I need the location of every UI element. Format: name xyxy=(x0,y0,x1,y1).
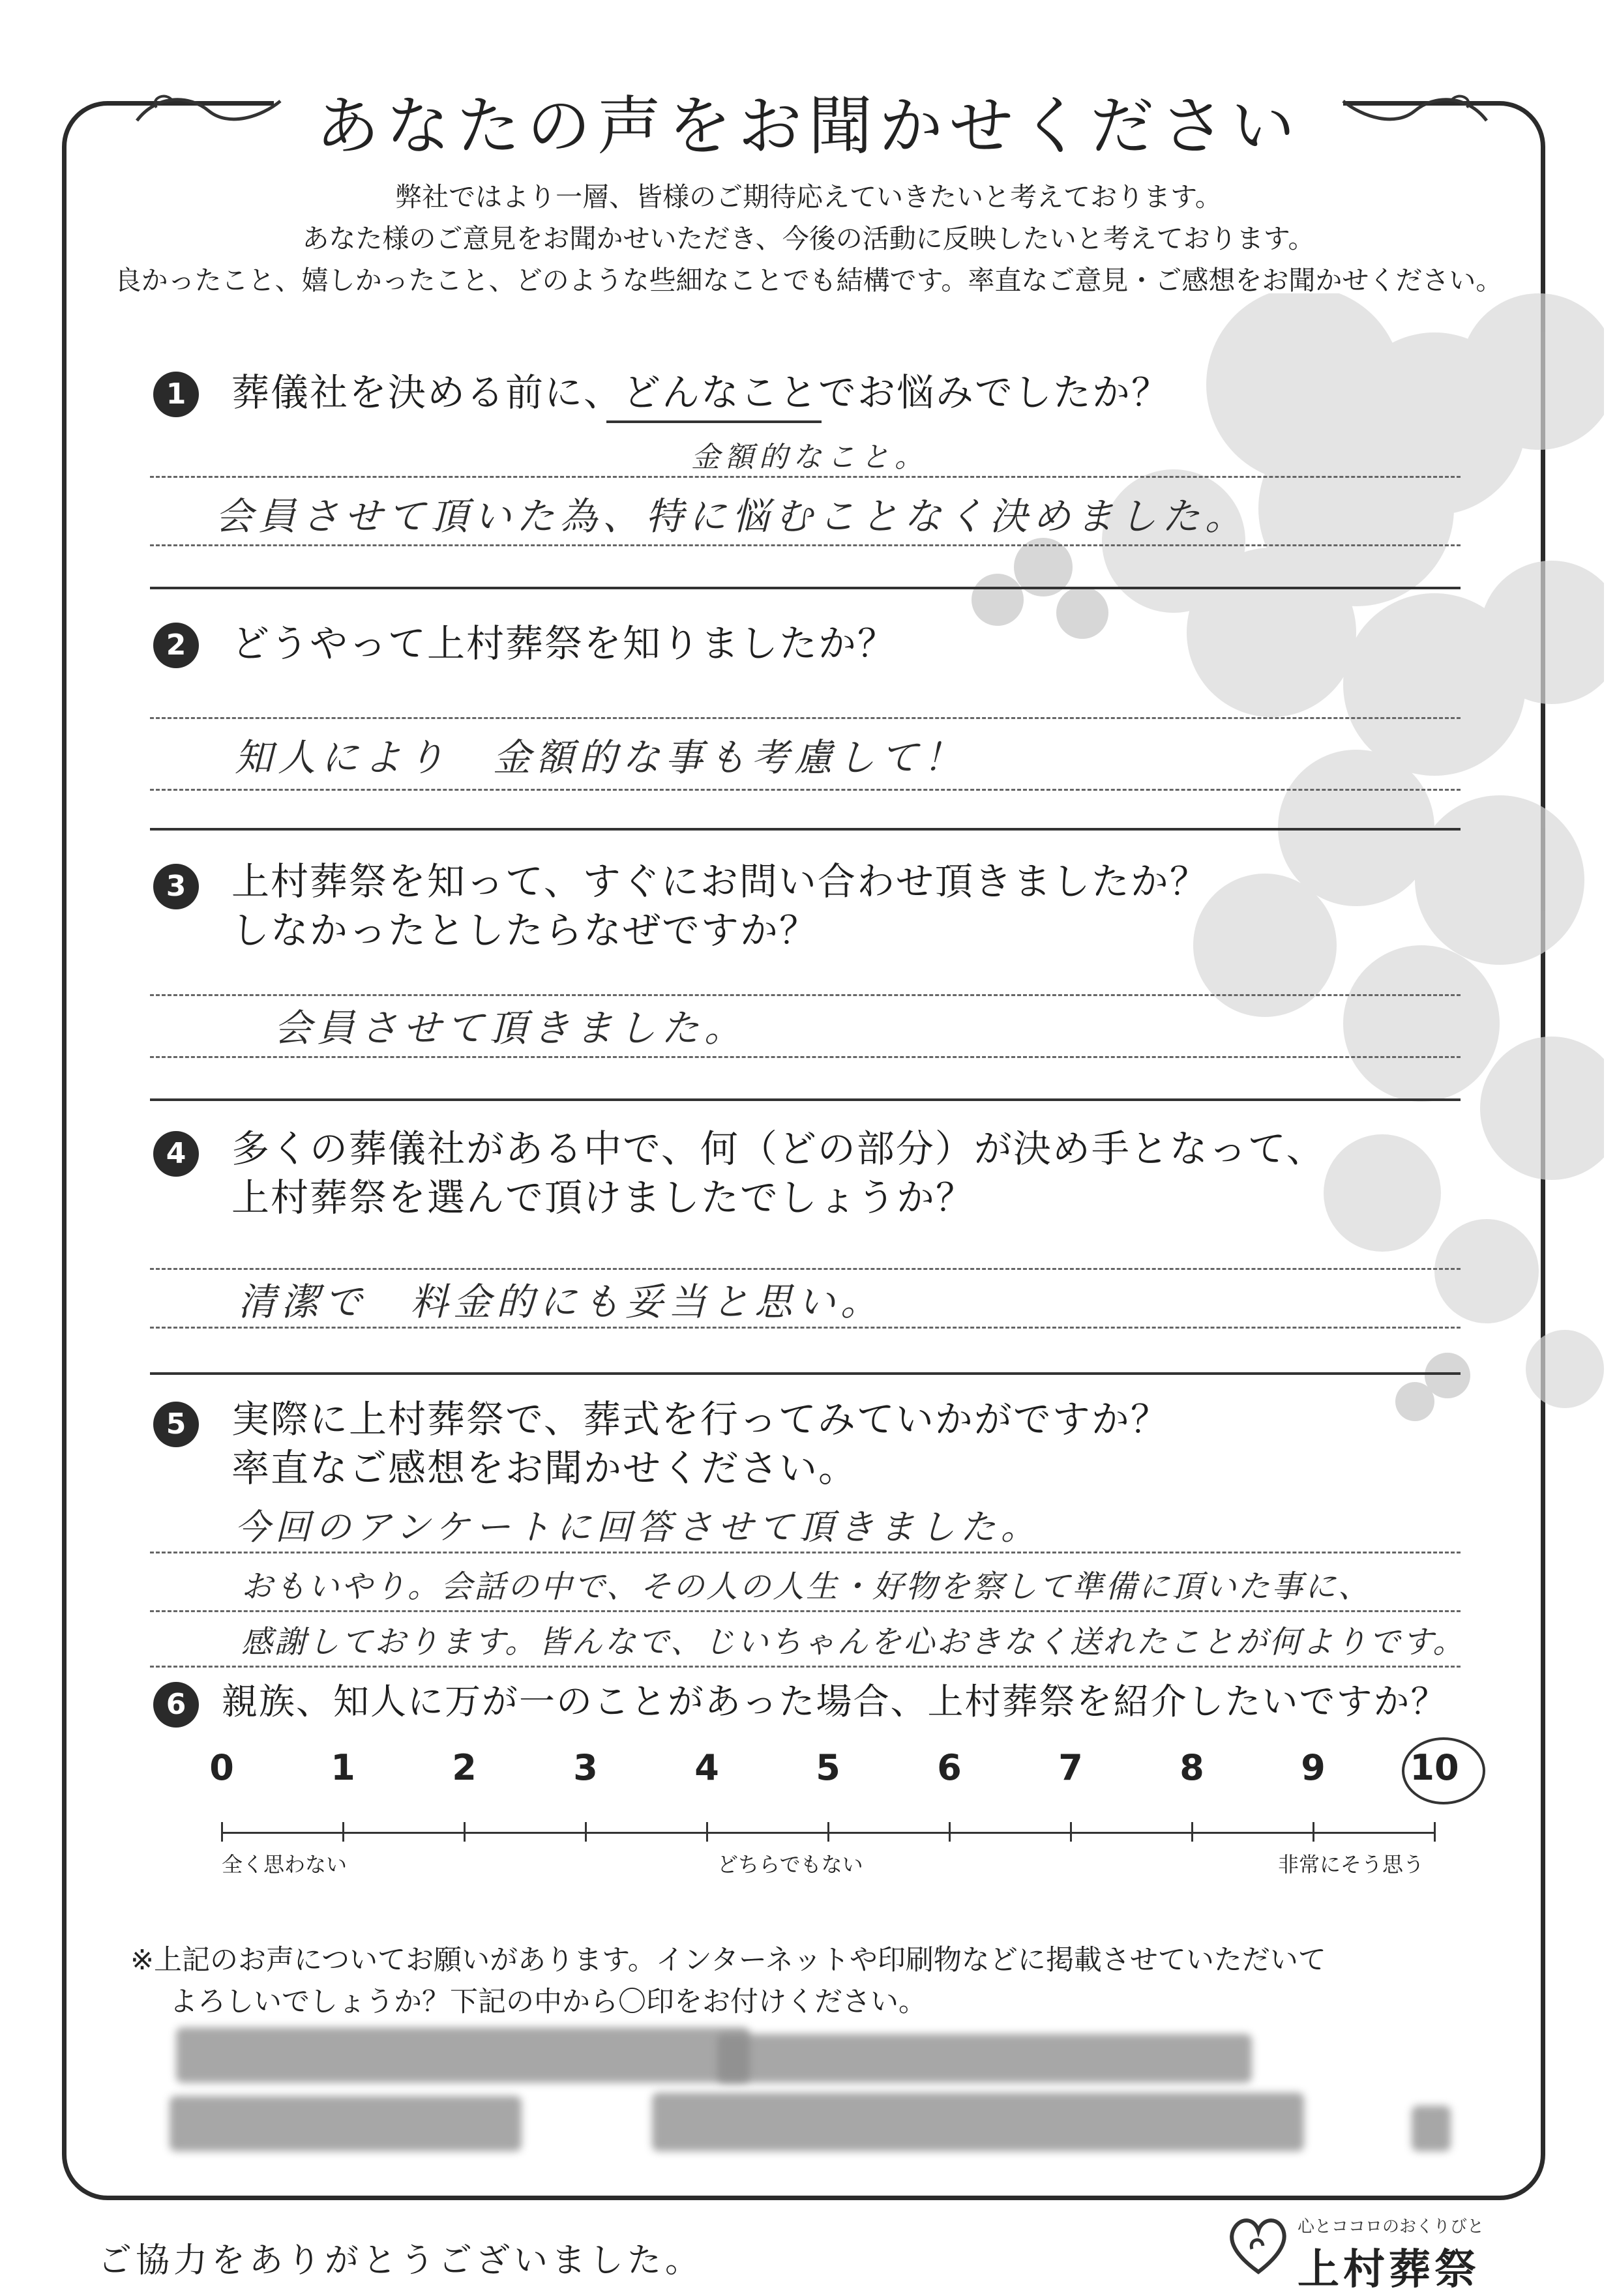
question-2-number: 2 xyxy=(153,623,199,668)
question-4-answer: 清潔で 料金的にも妥当と思い。 xyxy=(238,1280,884,1324)
brand-logo-text: 上村葬祭 xyxy=(1298,2246,1480,2294)
section-divider xyxy=(150,1372,1461,1375)
scale-number-7[interactable]: 7 xyxy=(1058,1747,1083,1788)
question-3-text-line-1: 上村葬祭を知って、すぐにお問い合わせ頂きましたか？ xyxy=(231,859,1209,904)
answer-dashed-line xyxy=(150,1327,1461,1329)
scale-number-10[interactable]: 10 xyxy=(1410,1747,1459,1788)
scale-tick xyxy=(706,1822,708,1842)
scale-number-2[interactable]: 2 xyxy=(452,1747,477,1788)
scale-mid-label: どちらでもない xyxy=(717,1852,863,1877)
question-1-answer-line-2: 会員させて頂いた為、特に悩むことなく決めました。 xyxy=(215,494,1249,538)
scale-tick xyxy=(949,1822,951,1842)
question-5-text-line-2: 率直なご感想をお聞かせください。 xyxy=(231,1446,858,1490)
question-5-answer-line-1: 今回のアンケートに回答させて頂きました。 xyxy=(235,1507,1041,1548)
note-line: よろしいでしょうか？下記の中から〇印をお付けください。 xyxy=(170,1986,927,2018)
scale-low-label: 全く思わない xyxy=(222,1852,348,1877)
scale-number-1[interactable]: 1 xyxy=(331,1747,355,1788)
scale-tick xyxy=(1070,1822,1072,1842)
scale-number-0[interactable]: 0 xyxy=(209,1747,234,1788)
question-4-text-line-2: 上村葬祭を選んで頂けましたでしょうか？ xyxy=(231,1175,975,1220)
scale-tick xyxy=(1313,1822,1314,1842)
section-divider xyxy=(150,1098,1461,1101)
redacted-option xyxy=(176,2027,750,2083)
redacted-option xyxy=(652,2093,1304,2151)
scale-tick xyxy=(1191,1822,1193,1842)
question-3-text-line-2: しなかったとしたらなぜですか？ xyxy=(231,908,819,952)
intro-line: あなた様のご意見をお聞かせいただき、今後の活動に反映したいと考えております。 xyxy=(302,223,1315,254)
answer-dashed-line xyxy=(150,1056,1461,1058)
question-5-answer-line-3: 感謝しております。皆んなで、じいちゃんを心おきなく送れたことが何よりです。 xyxy=(241,1624,1466,1660)
scale-tick xyxy=(464,1822,466,1842)
question-6-text: 親族、知人に万が一のことがあった場合、上村葬祭を紹介したいですか？ xyxy=(222,1681,1448,1722)
heart-logo-icon xyxy=(1223,2210,1294,2282)
question-5-answer-line-2: おもいやり。会話の中で、その人の人生・好物を察して準備に頂いた事に、 xyxy=(241,1568,1372,1605)
brand-tagline: 心とココロのおくりびと xyxy=(1298,2217,1485,2237)
question-3-number: 3 xyxy=(153,864,199,909)
answer-dashed-line xyxy=(150,1666,1461,1668)
intro-text xyxy=(0,176,1617,301)
answer-dashed-line xyxy=(150,1552,1461,1553)
answer-dashed-line xyxy=(150,476,1461,478)
intro-line: 弊社ではより一層、皆様のご期待応えていきたいと考えております。 xyxy=(395,181,1222,213)
page-title: あなたの声をお聞かせください xyxy=(315,89,1301,164)
answer-dashed-line xyxy=(150,1610,1461,1612)
question-4-number: 4 xyxy=(153,1131,199,1177)
scale-tick xyxy=(221,1822,223,1842)
note-line: ※上記のお声についてお願いがあります。インターネットや印刷物などに掲載させていただいて xyxy=(130,1944,1326,1977)
redacted-option xyxy=(717,2034,1252,2083)
question-2-text: どうやって上村葬祭を知りましたか？ xyxy=(231,621,897,666)
scale-number-5[interactable]: 5 xyxy=(816,1747,840,1788)
intro-line: 良かったこと、嬉しかったこと、どのような些細なことでも結構です。率直なご意見・ご感想をお聞かせください。 xyxy=(114,265,1503,296)
question-6-number: 6 xyxy=(153,1682,199,1728)
section-divider xyxy=(150,587,1461,589)
answer-dashed-line xyxy=(150,994,1461,996)
publication-consent-note xyxy=(130,1939,1326,2023)
thanks-message: ご協力をありがとうございました。 xyxy=(98,2241,704,2280)
selected-rating-circle xyxy=(1402,1737,1485,1804)
section-divider xyxy=(150,828,1461,831)
question-1-emphasis-underline xyxy=(606,420,822,423)
scale-tick xyxy=(585,1822,587,1842)
answer-dashed-line xyxy=(150,544,1461,546)
answer-dashed-line xyxy=(150,717,1461,719)
question-3-answer: 会員させて頂きました。 xyxy=(274,1006,748,1050)
redacted-option xyxy=(170,2096,522,2151)
scale-number-9[interactable]: 9 xyxy=(1301,1747,1326,1788)
scale-high-label: 非常にそう思う xyxy=(1278,1852,1425,1877)
scale-tick xyxy=(1434,1822,1436,1842)
redacted-option xyxy=(1412,2106,1451,2151)
question-2-answer: 知人により 金額的な事も考慮して！ xyxy=(235,735,967,780)
question-5-number: 5 xyxy=(153,1402,199,1447)
scale-number-8[interactable]: 8 xyxy=(1179,1747,1204,1788)
question-1-text: 葬儀社を決める前に、どんなことでお悩みでしたか？ xyxy=(231,370,1171,415)
scale-tick xyxy=(342,1822,344,1842)
scale-number-4[interactable]: 4 xyxy=(694,1747,719,1788)
question-1-number: 1 xyxy=(153,372,199,417)
answer-dashed-line xyxy=(150,789,1461,791)
scale-number-3[interactable]: 3 xyxy=(573,1747,598,1788)
scale-tick xyxy=(827,1822,829,1842)
question-5-text-line-1: 実際に上村葬祭で、葬式を行ってみていかがですか？ xyxy=(231,1397,1170,1441)
question-4-text-line-1: 多くの葬儀社がある中で、何（どの部分）が決め手となって、 xyxy=(231,1126,1326,1171)
question-1-answer-line-1: 金額的なこと。 xyxy=(691,441,928,474)
answer-dashed-line xyxy=(150,1268,1461,1270)
scale-number-6[interactable]: 6 xyxy=(937,1747,962,1788)
